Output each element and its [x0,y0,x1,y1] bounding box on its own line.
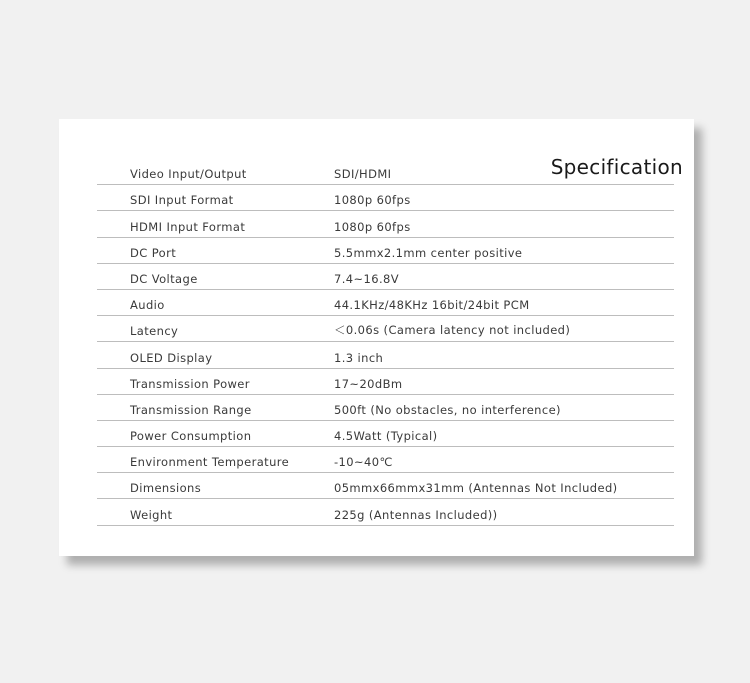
spec-row [97,185,674,211]
spec-value: 1.3 inch [334,350,384,365]
spec-row [97,421,674,447]
spec-row [97,342,674,368]
spec-value: 7.4~16.8V [334,271,399,286]
spec-value: 1080p 60fps [334,219,411,234]
spec-value: ＜0.06s (Camera latency not included) [334,323,571,338]
spec-label: Video Input/Output [130,167,247,182]
spec-row [97,159,674,185]
spec-value: 225g (Antennas Included)) [334,507,498,522]
spec-label: Latency [130,324,179,339]
spec-row [97,290,674,316]
spec-value: 5.5mmx2.1mm center positive [334,245,523,260]
spec-value: 05mmx66mmx31mm (Antennas Not Included) [334,481,618,496]
spec-row [97,238,674,264]
spec-label: Audio [130,298,165,313]
spec-row [97,316,674,342]
spec-label: SDI Input Format [130,193,234,208]
spec-row [97,369,674,395]
spec-label: HDMI Input Format [130,219,246,234]
spec-value: SDI/HDMI [334,167,392,182]
spec-value: 500ft (No obstacles, no interference) [334,402,561,417]
spec-row [97,499,674,525]
spec-row [97,473,674,499]
spec-label: Dimensions [130,481,202,496]
spec-label: DC Port [130,245,177,260]
spec-value: 4.5Watt (Typical) [334,429,438,444]
spec-row [97,211,674,237]
spec-label: Transmission Range [130,402,252,417]
spec-label: Environment Temperature [130,455,290,470]
spec-card [59,119,694,556]
spec-value: 44.1KHz/48KHz 16bit/24bit PCM [334,298,530,313]
spec-value: 1080p 60fps [334,193,411,208]
spec-label: Power Consumption [130,429,252,444]
page-title: Specification [550,155,683,179]
spec-value: -10~40℃ [334,455,393,470]
spec-label: OLED Display [130,350,213,365]
spec-label: Transmission Power [130,376,250,391]
spec-label: DC Voltage [130,271,198,286]
spec-row [97,395,674,421]
spec-label: Weight [130,507,173,522]
spec-row [97,447,674,473]
spec-value: 17~20dBm [334,376,403,391]
spec-table [97,159,674,526]
spec-row [97,264,674,290]
